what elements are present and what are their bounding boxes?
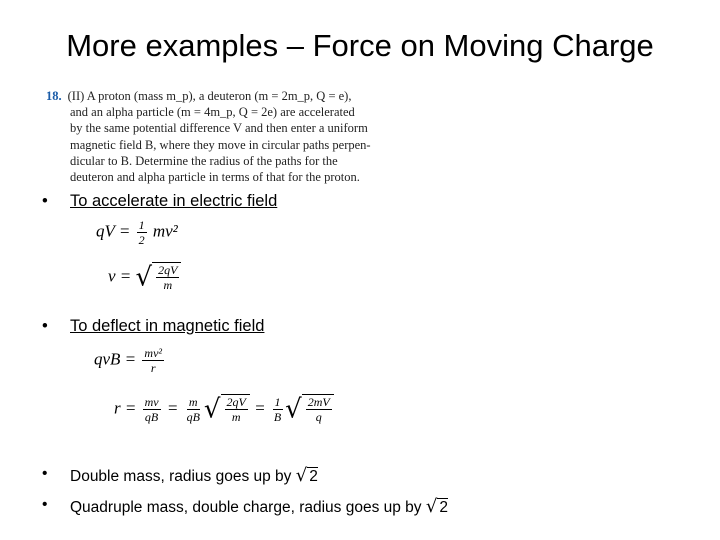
bullet-text: Quadruple mass, double charge, radius goes up by	[70, 499, 422, 516]
sqrt-symbol: √	[295, 465, 308, 486]
fraction: $\frac{1}{B}$	[273, 395, 282, 424]
fraction: $\frac{2qV}{m}$	[226, 395, 246, 424]
equation-velocity: v = √ $\frac{2qV}{m}$	[108, 262, 181, 293]
sqrt-symbol: √	[285, 394, 302, 425]
problem-line: 18. (II) A proton (mass m_p), a deuteron (m = 2m_p, Q = e),	[46, 89, 352, 103]
problem-line: deuteron and alpha particle in terms of that for the proton.	[70, 170, 360, 185]
fraction: $\frac{2qV}{m}$	[158, 263, 178, 292]
fraction: $\frac{mv}{qB}$	[144, 395, 159, 424]
bullet-deflect	[42, 317, 265, 336]
bullet-text: To deflect in magnetic field	[70, 317, 265, 335]
bullet-quadruple-mass: • Quadruple mass, double charge, radius goes up by √ 2	[42, 496, 448, 517]
sqrt-symbol: √	[203, 394, 221, 425]
problem-line: by the same potential difference V and then enter a uniform	[70, 121, 368, 136]
problem-number: 18.	[46, 89, 62, 103]
equation-radius: r = $\frac{mv}{qB}$ = $\frac{m}{qB}$ √ $\frac{2qV}{m}$ = $\frac{1}{B}$ √ $\frac{2mV}{q}$	[114, 394, 334, 425]
sqrt-symbol: √	[135, 262, 153, 293]
bullet-text: Double mass, radius goes up by	[70, 468, 292, 485]
bullet-double-mass: • Double mass, radius goes up by √ 2	[42, 465, 318, 486]
bullet-dot: •	[42, 465, 48, 482]
problem-line: dicular to B. Determine the radius of the paths for the	[70, 153, 338, 168]
fraction: $\frac{\text{mv²}}{r}$	[144, 346, 162, 375]
bullet-dot: •	[42, 192, 48, 210]
bullet-text: To accelerate in electric field	[70, 192, 278, 210]
bullet-dot: •	[42, 496, 48, 513]
fraction: $\frac{2mV}{q}$	[307, 395, 330, 424]
problem-statement	[46, 88, 406, 185]
slide-title: More examples – Force on Moving Charge	[66, 28, 654, 63]
fraction: $\frac{1}{2}$	[138, 218, 145, 247]
bullet-accelerate	[42, 192, 278, 211]
problem-line: magnetic field B, where they move in circular paths perpen-	[70, 137, 371, 152]
equation-magnetic-force: qvB = $\frac{\text{mv²}}{r}$	[94, 346, 162, 375]
bullet-dot: •	[42, 317, 48, 335]
fraction: $\frac{m}{qB}$	[186, 395, 200, 424]
equation-kinetic-energy: qV = $\frac{1}{2}$ mv²	[96, 218, 178, 247]
sqrt-symbol: √	[425, 496, 438, 517]
problem-line: and an alpha particle (m = 4m_p, Q = 2e) are accelerated	[70, 105, 355, 120]
